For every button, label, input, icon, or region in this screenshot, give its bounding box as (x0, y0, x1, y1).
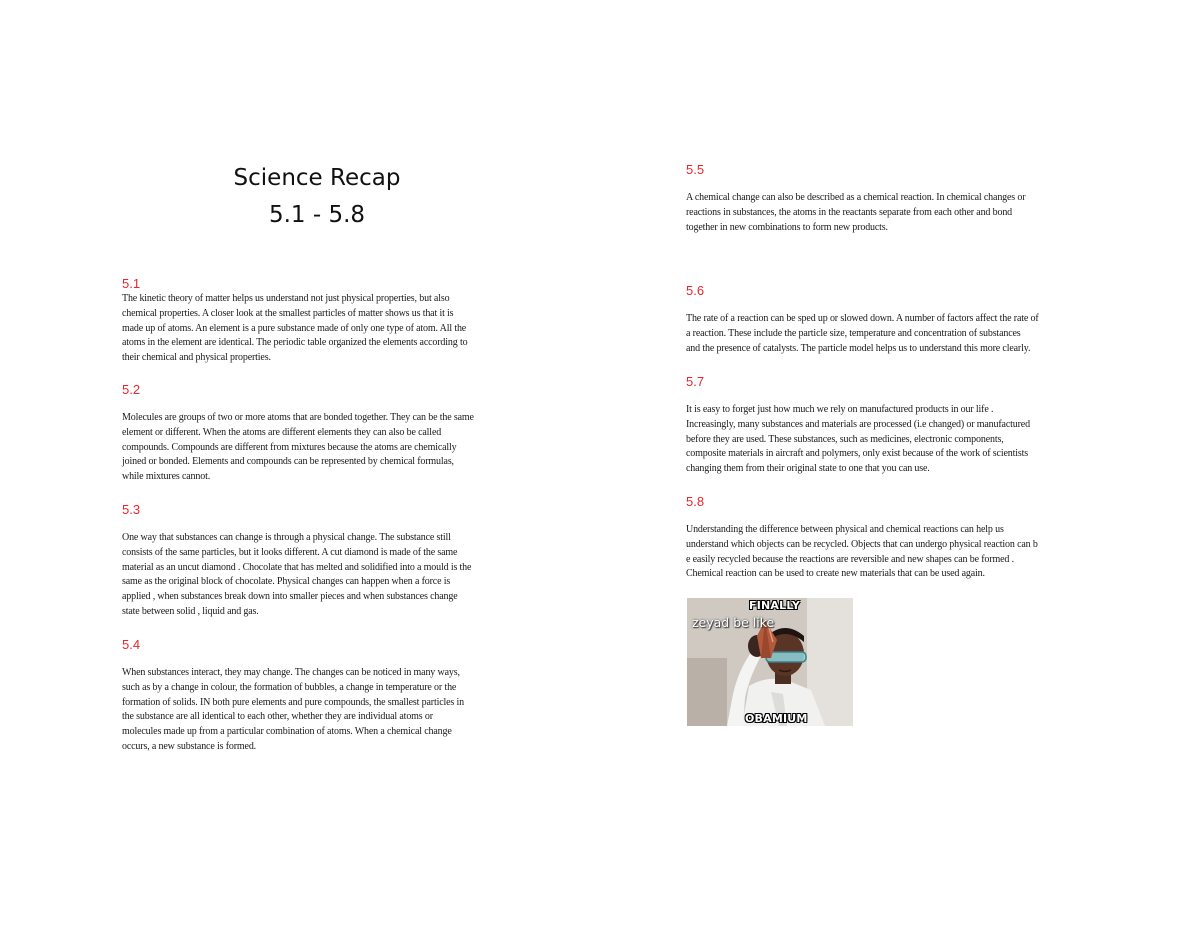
section-5-6 (686, 283, 1081, 356)
section-heading: 5.2 (122, 382, 141, 397)
meme-caption: zeyad be like (692, 615, 775, 630)
section-body (686, 312, 1081, 356)
text-line: applied , when substances break down into smaller pieces and when substances change (122, 591, 458, 603)
text-line: chemical properties. A closer look at the smallest particles of matter shows us that it is (122, 307, 454, 319)
text-line: the substance are all identical to each other, whether they are individual atoms or (122, 711, 433, 723)
section-body (686, 523, 1081, 582)
text-line: compounds. Compounds are different from mixtures because the atoms are chemically (122, 441, 457, 453)
meme-image (687, 598, 853, 726)
text-line: consists of the same particles, but it looks different. A cut diamond is made of the same (122, 546, 458, 558)
section-heading: 5.8 (686, 494, 705, 509)
section-body (122, 292, 517, 366)
section-heading: 5.3 (122, 502, 141, 517)
text-line: changing them from their original state to one that you can use. (686, 463, 930, 475)
section-heading: 5.1 (122, 276, 141, 291)
text-line: formation of solids. IN both pure elements and pure compounds, the smallest particles in (122, 696, 465, 708)
text-line: Chemical reaction can be used to create new materials that can be used again. (686, 568, 985, 580)
text-line: element or different. When the atoms are different elements they can also be called (122, 426, 442, 438)
section-heading: 5.7 (686, 374, 705, 389)
page-title: Science Recap (233, 165, 401, 191)
section-5-2 (122, 382, 517, 485)
text-line: before they are used. These substances, such as medicines, electronic components, (686, 433, 1004, 445)
section-heading: 5.4 (122, 637, 141, 652)
text-line: It is easy to forget just how much we rely on manufactured products in our life . (686, 404, 994, 415)
text-line: material as an uncut diamond . Chocolate that has melted and solidified into a mould is the (122, 561, 472, 573)
section-5-3 (122, 502, 517, 620)
text-line: One way that substances can change is through a physical change. The substance still (122, 532, 451, 543)
text-line: The kinetic theory of matter helps us understand not just physical properties, but also (122, 293, 450, 304)
text-line: reactions in substances, the atoms in the reactants separate from each other and bond (686, 206, 1013, 218)
text-line: The rate of a reaction can be sped up or slowed down. A number of factors affect the rate of (686, 313, 1039, 324)
section-5-4 (122, 637, 517, 755)
meme-top-text: FINALLY (749, 599, 800, 612)
text-line: a reaction. These include the particle size, temperature and concentration of substances (686, 327, 1021, 339)
section-body (686, 191, 1081, 235)
section-body (122, 411, 517, 485)
section-5-5 (686, 162, 1081, 235)
text-line: atoms in the element are identical. The periodic table organized the elements according to (122, 337, 468, 349)
section-heading: 5.6 (686, 283, 705, 298)
section-5-7 (686, 374, 1081, 477)
meme-bottom-text: OBAMIUM (745, 712, 808, 725)
text-line: same as the original block of chocolate. Physical changes can happen when a force is (122, 576, 451, 588)
text-line: and the presence of catalysts. The particle model helps us to understand this more clearly. (686, 342, 1031, 354)
text-line: composite materials in aircraft and polymers, only exist because of the work of scientists (686, 448, 1028, 460)
text-line: state between solid , liquid and gas. (122, 605, 259, 617)
text-line: together in new combinations to form new products. (686, 221, 888, 233)
section-body (122, 666, 517, 755)
text-line: Increasingly, many substances and materials are processed (i.e changed) or manufactured (686, 418, 1030, 430)
text-line: such as by a change in colour, the formation of bubbles, a change in temperature or the (122, 681, 457, 693)
text-line: their chemical and physical properties. (122, 352, 271, 364)
page-subtitle: 5.1 - 5.8 (268, 202, 366, 228)
text-line: occurs, a new substance is formed. (122, 740, 257, 752)
section-heading: 5.5 (686, 162, 705, 177)
text-line: understand which objects can be recycled. Objects that can undergo physical reaction can b (686, 538, 1038, 550)
section-5-1 (122, 276, 517, 366)
text-line: When substances interact, they may change. The changes can be noticed in many ways, (122, 667, 460, 678)
section-5-8 (686, 494, 1081, 582)
text-line: molecules made up from a particular combination of atoms. When a chemical change (122, 726, 452, 738)
section-body (686, 403, 1081, 477)
text-line: joined or bonded. Elements and compounds can be represented by chemical formulas, (122, 456, 454, 468)
section-body (122, 531, 517, 620)
text-line: A chemical change can also be described as a chemical reaction. In chemical changes or (686, 192, 1026, 203)
text-line: Molecules are groups of two or more atoms that are bonded together. They can be the same (122, 412, 474, 423)
text-line: e easily recycled because the reactions are reversible and new shapes can be formed . (686, 553, 1014, 565)
text-line: Understanding the difference between physical and chemical reactions can help us (686, 524, 1004, 535)
text-line: made up of atoms. An element is a pure substance made of only one type of atom. All the (122, 322, 467, 334)
text-line: while mixtures cannot. (122, 471, 211, 483)
